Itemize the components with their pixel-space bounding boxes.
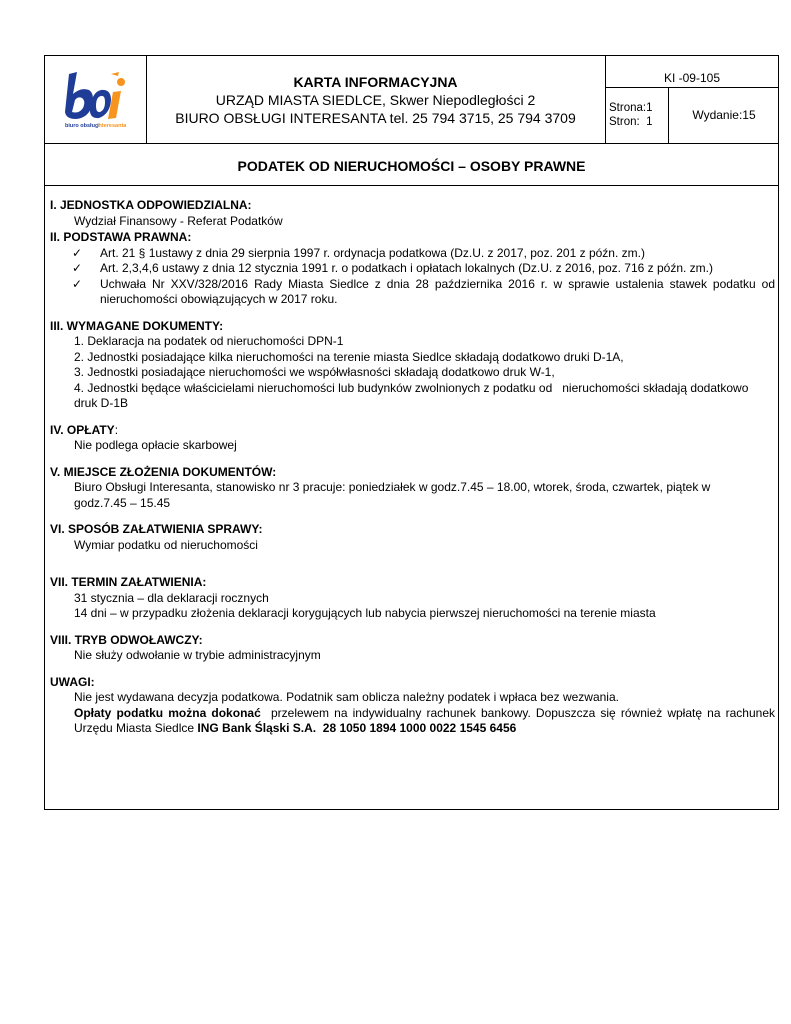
subject-title: PODATEK OD NIERUCHOMOŚCI – OSOBY PRAWNE: [45, 144, 778, 186]
list-item: ✓ Art. 2,3,4,6 ustawy z dnia 12 stycznia 1991 r. o podatkach i opłatach lokalnych (Dz.U. z 2016, poz. 716 z późn. zm.): [72, 261, 713, 275]
content: [50, 198, 779, 737]
section-appeal: [50, 633, 775, 664]
list-item: ✓ Uchwała Nr XXV/328/2016 Rady Miasta Siedlce z dnia 28 października 2016 r. w sprawie ustalenia stawek podatku od nieruchomości obowiązujących w 2017 roku.: [72, 276, 775, 306]
section-handling-method: [50, 522, 775, 553]
section-text: Nie podlega opłacie skarbowej: [74, 438, 237, 452]
svg-text:biuro obsługi: biuro obsługi: [65, 123, 100, 129]
section-text: 31 stycznia – dla deklaracji rocznych: [74, 590, 269, 605]
section-legal-basis: [50, 230, 775, 308]
list-item: 3. Jednostki posiadające nieruchomości we współwłasności składają dodatkowo druk W-1,: [74, 365, 555, 379]
section-required-documents: [50, 319, 775, 412]
checkmark-icon: ✓: [72, 261, 83, 275]
section-submission-place: [50, 465, 775, 512]
logo-cell: [45, 56, 147, 143]
page-count: Stron: 1: [609, 116, 653, 128]
checkmark-icon: ✓: [72, 276, 83, 291]
section-title: IV. OPŁATY:: [50, 422, 119, 437]
section-responsible-unit: [50, 198, 775, 229]
office-phone: BIURO OBSŁUGI INTERESANTA tel. 25 794 3715, 25 794 3709: [175, 110, 576, 126]
payment-info: Opłaty podatku można dokonać przelewem na indywidualny rachunek bankowy. Dopuszcza się również wpłatę na rachunek Urzędu Miasta Siedlce ING Bank Śląski S.A. 28 1050 1894 1000 0022 1545 6456: [74, 705, 779, 735]
section-title: VII. TERMIN ZAŁATWIENIA:: [50, 575, 207, 589]
section-notes: [50, 674, 779, 737]
section-text: Wymiar podatku od nieruchomości: [74, 537, 258, 552]
boi-logo: [45, 56, 146, 143]
office-address: URZĄD MIASTA SIEDLCE, Skwer Niepodległości 2: [215, 92, 536, 108]
list-item: 1. Deklaracja na podatek od nieruchomości DPN-1: [74, 334, 344, 348]
edition: Wydanie:15: [692, 108, 756, 122]
section-title: VI. SPOSÓB ZAŁATWIENIA SPRAWY:: [50, 522, 263, 536]
card-code: KI -09-105: [606, 56, 778, 88]
section-text: Biuro Obsługi Interesanta, stanowisko nr 3 pracuje: poniedziałek w godz.7.45 – 18.00, wtorek, środa, czwartek, piątek w godz.7.45 – 15.45: [74, 480, 711, 510]
section-text: Nie jest wydawana decyzja podatkowa. Podatnik sam oblicza należny podatek i wpłaca bez wezwania.: [74, 690, 619, 704]
header-title-cell: [146, 56, 606, 143]
section-title: II. PODSTAWA PRAWNA:: [50, 230, 192, 244]
list-item: ✓ Art. 21 § 1ustawy z dnia 29 sierpnia 1997 r. ordynacja podatkowa (Dz.U. z 2017, poz. 201 z późn. zm.): [72, 245, 645, 260]
header-table: [45, 56, 778, 144]
section-text: Wydział Finansowy - Referat Podatków: [74, 213, 283, 228]
list-item: 2. Jednostki posiadające kilka nieruchomości na terenie miasta Siedlce składają dodatkowo druki D-1A,: [74, 349, 624, 364]
list-item: 4. Jednostki będące właścicielami nieruchomości lub budynków zwolnionych z podatku od nieruchomości składają dodatkowo druk D-1B: [74, 380, 752, 410]
page-number: Strona:1: [609, 102, 653, 114]
checkmark-icon: ✓: [72, 245, 83, 260]
section-title: I. JEDNOSTKA ODPOWIEDZIALNA:: [50, 198, 252, 212]
section-deadline: [50, 575, 775, 622]
section-title: V. MIEJSCE ZŁOŻENIA DOKUMENTÓW:: [50, 464, 277, 479]
section-text: 14 dni – w przypadku złożenia deklaracji korygujących lub nabycia pierwszej nieruchomości na terenie miasta: [74, 606, 656, 620]
section-text: Nie służy odwołanie w trybie administracyjnym: [74, 648, 321, 662]
section-fees: [50, 423, 775, 454]
svg-text:interesanta: interesanta: [97, 123, 127, 129]
section-title: VIII. TRYB ODWOŁAWCZY:: [50, 632, 203, 647]
document-frame: [44, 55, 779, 810]
section-title: UWAGI:: [50, 674, 95, 689]
page-info-cell: [606, 88, 669, 143]
section-title: III. WYMAGANE DOKUMENTY:: [50, 318, 224, 333]
card-title: KARTA INFORMACYJNA: [293, 74, 458, 90]
